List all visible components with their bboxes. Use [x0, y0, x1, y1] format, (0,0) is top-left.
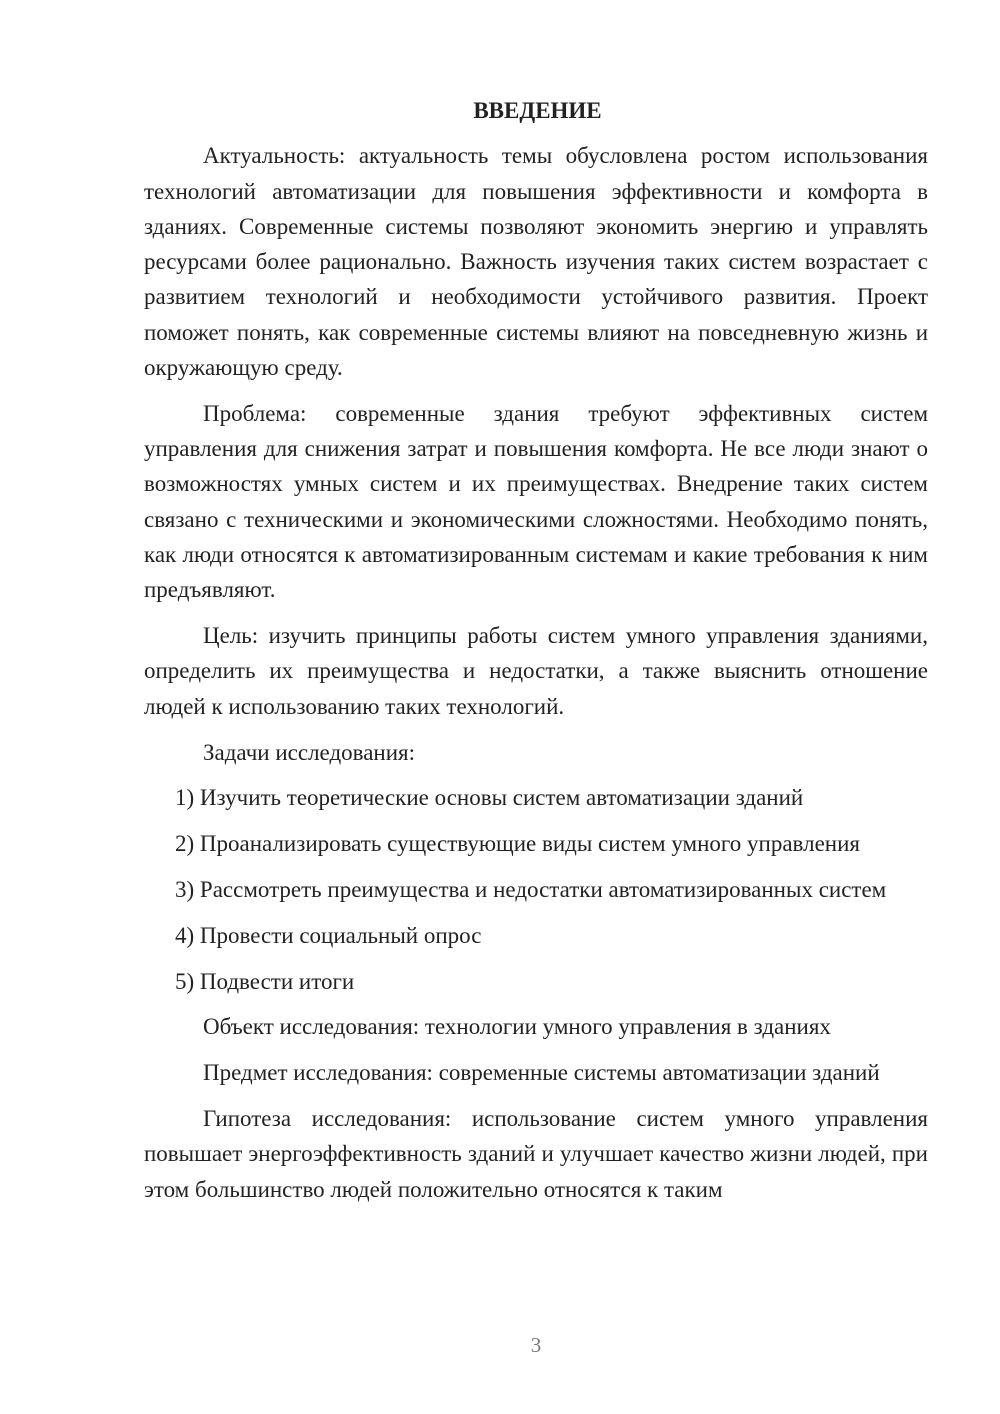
problem-paragraph: Проблема: современные здания требуют эффективных систем управления для снижения затрат и повышения комфорта. Не все люди знают о возможностях умных систем и их преимуществах. Внедрение таких систем связано с техническими и экономическими сложностями. Необходимо понять, как люди относятся к автоматизированным системам и какие требования к ним предъявляют.	[144, 400, 928, 603]
section-heading: ВВЕДЕНИЕ	[473, 98, 602, 123]
research-subject-paragraph: Предмет исследования: современные системы автоматизации зданий	[203, 1060, 880, 1086]
task-item: 2) Проанализировать существующие виды систем умного управления	[175, 831, 860, 857]
task-item: 5) Подвести итоги	[175, 968, 355, 994]
page-number: 3	[530, 1333, 542, 1357]
tasks-heading: Задачи исследования:	[203, 739, 416, 765]
research-object-paragraph: Объект исследования: технологии умного управления в зданиях	[203, 1014, 831, 1040]
hypothesis-paragraph: Гипотеза исследования: использование систем умного управления повышает энергоэффективность зданий и улучшает качество жизни людей, при этом большинство людей положительно относятся к таким	[144, 1105, 928, 1202]
relevance-paragraph: Актуальность: актуальность темы обусловлена ростом использования технологий автоматизации для повышения эффективности и комфорта в зданиях. Современные системы позволяют экономить энергию и управлять ресурсами более рационально. Важность изучения таких систем возрастает с развитием технологий и необходимости устойчивого развития. Проект поможет понять, как современные системы влияют на повседневную жизнь и окружающую среду.	[144, 143, 928, 381]
document-body	[144, 93, 928, 1217]
goal-paragraph: Цель: изучить принципы работы систем умного управления зданиями, определить их преимущества и недостатки, а также выяснить отношение людей к использованию таких технологий.	[144, 623, 928, 719]
task-item: 3) Рассмотреть преимущества и недостатки автоматизированных систем	[175, 876, 887, 902]
task-item: 1) Изучить теоретические основы систем автоматизации зданий	[175, 785, 804, 811]
task-item: 4) Провести социальный опрос	[175, 922, 482, 948]
